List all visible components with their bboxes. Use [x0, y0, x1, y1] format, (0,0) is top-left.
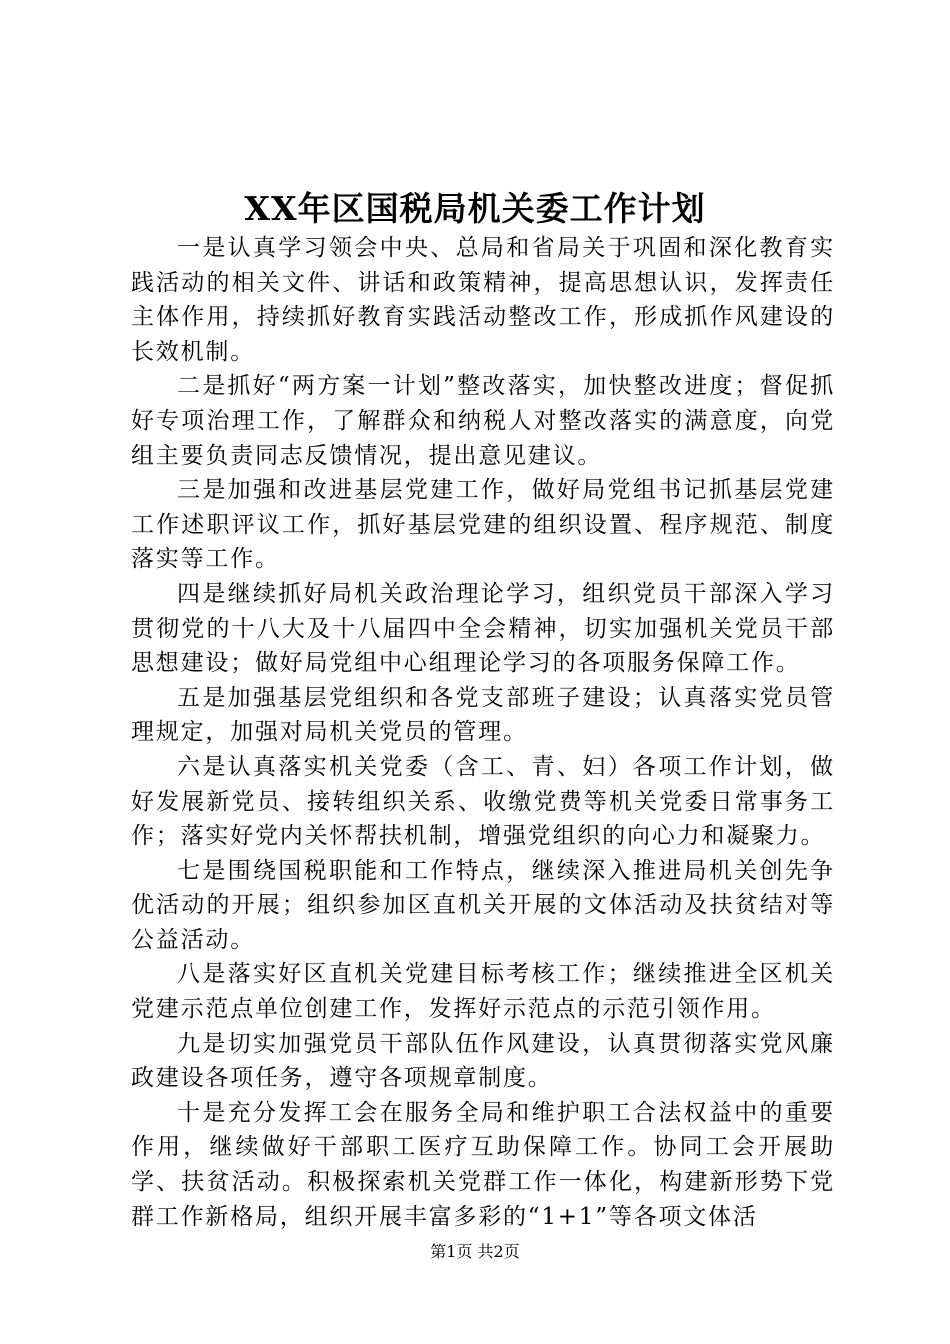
paragraph-4: 四是继续抓好局机关政治理论学习，组织党员干部深入学习贯彻党的十八大及十八届四中全会精神，切实加强机关党员干部思想建设；做好局党组中心组理论学习的各项服务保障工作。 [131, 580, 835, 677]
paragraph-3: 三是加强和改进基层党建工作，做好局党组书记抓基层党建工作述职评议工作，抓好基层党建的组织设置、程序规范、制度落实等工作。 [131, 477, 835, 573]
document-body [131, 231, 835, 1234]
document-title: XX年区国税局机关委工作计划 [244, 189, 706, 228]
paragraph-1: 一是认真学习领会中央、总局和省局关于巩固和深化教育实践活动的相关文件、讲话和政策精神，提高思想认识，发挥责任主体作用，持续抓好教育实践活动整改工作，形成抓作风建设的长效机制。 [131, 235, 835, 365]
paragraph-9: 九是切实加强党员干部队伍作风建设，认真贯彻落实党风廉政建设各项任务，遵守各项规章制度。 [131, 1030, 835, 1092]
paragraph-5: 五是加强基层党组织和各党支部班子建设；认真落实党员管理规定，加强对局机关党员的管理。 [131, 684, 835, 746]
paragraph-7: 七是围绕国税职能和工作特点，继续深入推进局机关创先争优活动的开展；组织参加区直机关开展的文体活动及扶贫结对等公益活动。 [131, 857, 835, 953]
paragraph-2: 二是抓好“两方案一计划”整改落实，加快整改进度；督促抓好专项治理工作，了解群众和纳税人对整改落实的满意度，向党组主要负责同志反馈情况，提出意见建议。 [131, 373, 835, 469]
page-number-footer: 第1页 共2页 [430, 1242, 520, 1261]
paragraph-10: 十是充分发挥工会在服务全局和维护职工合法权益中的重要作用，继续做好干部职工医疗互助保障工作。协同工会开展助学、扶贫活动。积极探索机关党群工作一体化，构建新形势下党群工作新格局，组织开展丰富多彩的“1+1”等各项文体活 [131, 1099, 835, 1230]
paragraph-6: 六是认真落实机关党委（含工、青、妇）各项工作计划，做好发展新党员、接转组织关系、收缴党费等机关党委日常事务工作；落实好党内关怀帮扶机制，增强党组织的向心力和凝聚力。 [131, 753, 835, 850]
paragraph-8: 八是落实好区直机关党建目标考核工作；继续推进全区机关党建示范点单位创建工作，发挥好示范点的示范引领作用。 [131, 961, 835, 1023]
